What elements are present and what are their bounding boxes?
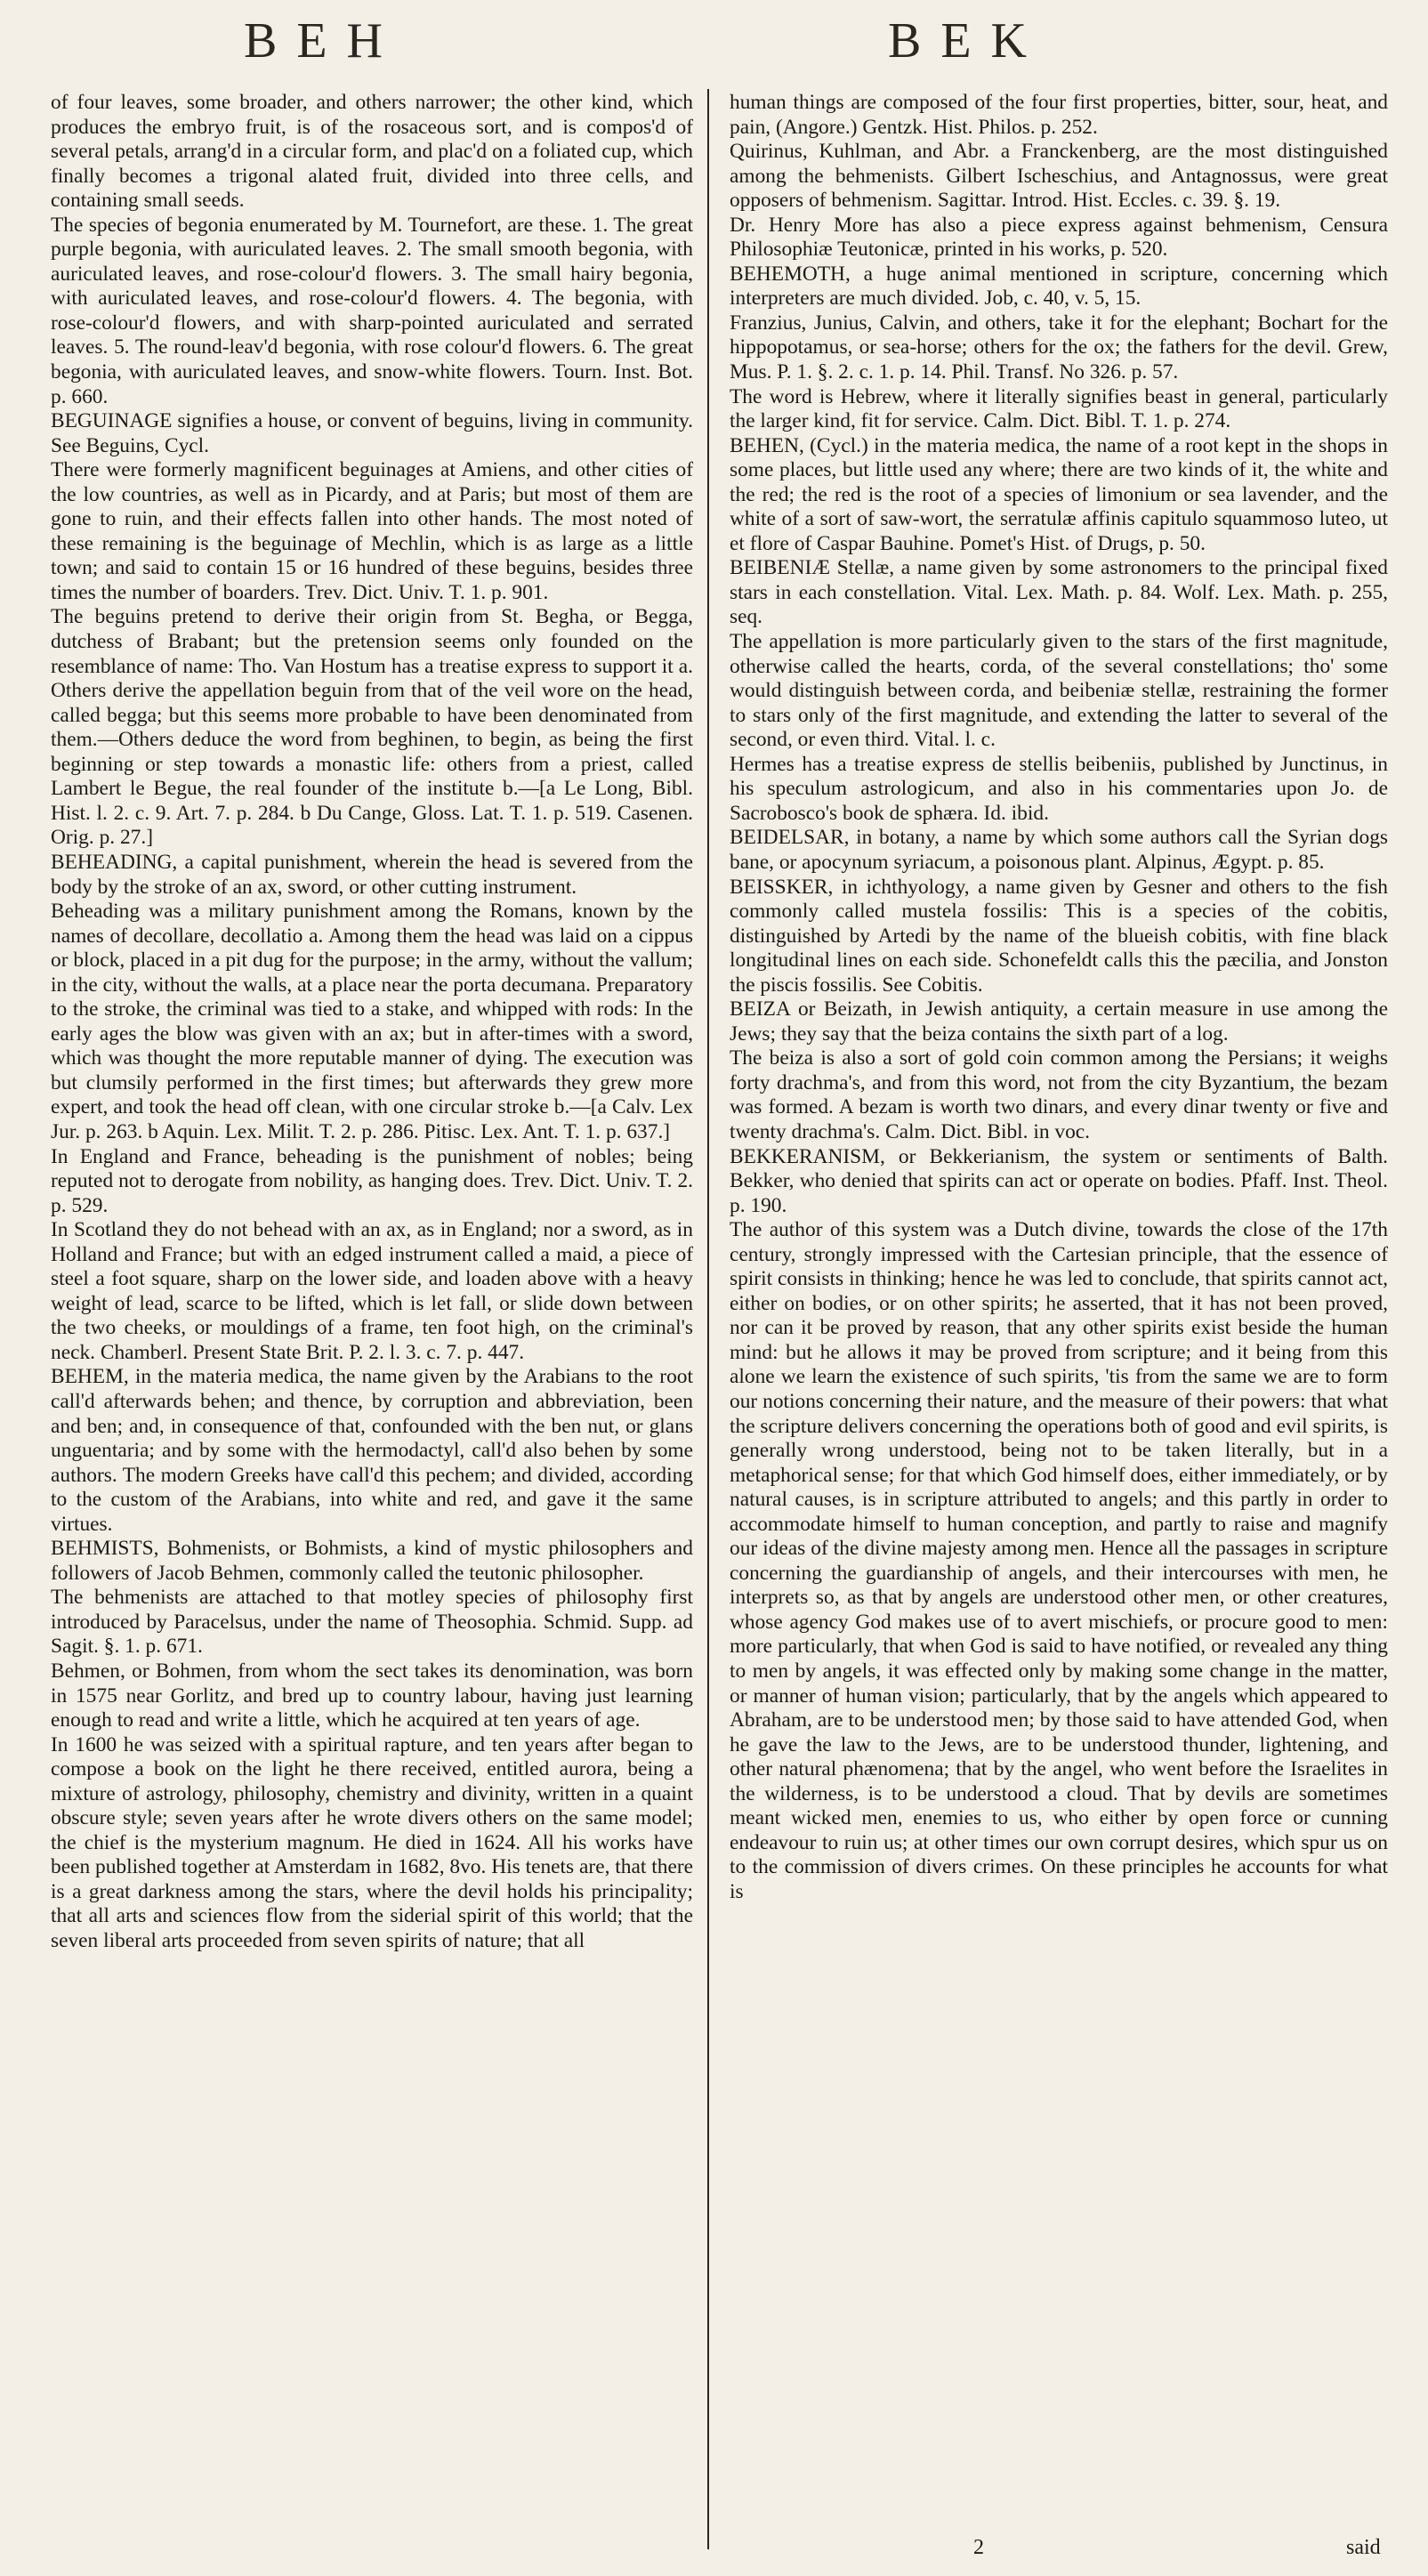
entry-behemoth: BEHEMOTH, a huge animal mentioned in scripture, concerning which interpreters are much divided. Job, c. 40, v. 5, 15. bbox=[730, 262, 1388, 311]
entry-beheading: BEHEADING, a capital punishment, wherein the head is severed from the body by the stroke of an ax, sword, or other cutting instrument. bbox=[51, 850, 693, 899]
paragraph: Franzius, Junius, Calvin, and others, take it for the elephant; Bochart for the hippopotamus, or sea-horse; others for the ox; the fathers for the devil. Grew, Mus. P. 1. §. 2. c. 1. p. 14. Phil. Transf. No 326. p. 57. bbox=[730, 311, 1388, 384]
running-head-right: BEK bbox=[888, 13, 1046, 69]
entry-beguinage: BEGUINAGE signifies a house, or convent of beguins, living in community. See Beguins, Cycl. bbox=[51, 409, 693, 457]
catchword: said bbox=[1346, 2536, 1381, 2559]
paragraph: In Scotland they do not behead with an ax, as in England; nor a sword, as in Holland and France; but with an edged instrument called a maid, a piece of steel a foot square, sharp on the lower side, and loaden above with a heavy weight of lead, scarce to be lifted, which is let fall, or slide down between the two cheeks, or mouldings of a frame, ten foot high, on the criminal's neck. Chamberl. Present State Brit. P. 2. l. 3. c. 7. p. 447. bbox=[51, 1218, 693, 1364]
paragraph: Hermes has a treatise express de stellis beibeniis, published by Junctinus, in his speculum astrologicum, and also in his commentaries upon Jo. de Sacrobosco's book de sphæra. Id. ibid. bbox=[730, 752, 1388, 825]
paragraph: The beiza is also a sort of gold coin common among the Persians; it weighs forty drachma's, and from this word, not from the city Byzantium, the bezam was formed. A bezam is worth two dinars, and every dinar twenty or five and twenty drachma's. Calm. Dict. Bibl. in voc. bbox=[730, 1046, 1388, 1143]
right-column bbox=[730, 91, 1388, 1904]
running-head-left: BEH bbox=[244, 13, 402, 69]
paragraph: In England and France, beheading is the punishment of nobles; being reputed not to derogate from nobility, as hanging does. Trev. Dict. Univ. T. 2. p. 529. bbox=[51, 1144, 693, 1217]
paragraph: The behmenists are attached to that motley species of philosophy first introduced by Paracelsus, under the name of Theosophia. Schmid. Supp. ad Sagit. §. 1. p. 671. bbox=[51, 1586, 693, 1659]
paragraph: The appellation is more particularly given to the stars of the first magnitude, otherwise called the hearts, corda, of the several constellations; tho' some would distinguish between corda, and beibeniæ stellæ, restraining the former to stars only of the first magnitude, and extending the latter to several of the second, or even third. Vital. l. c. bbox=[730, 630, 1388, 752]
entry-bekkeranism: BEKKERANISM, or Bekkerianism, the system or sentiments of Balth. Bekker, who denied that spirits can act or operate on bodies. Pfaff. Inst. Theol. p. 190. bbox=[730, 1144, 1388, 1217]
entry-beibeniae: BEIBENIÆ Stellæ, a name given by some astronomers to the principal fixed stars in each constellation. Vital. Lex. Math. p. 84. Wolf. Lex. Math. p. 255, seq. bbox=[730, 556, 1388, 629]
paragraph: Behmen, or Bohmen, from whom the sect takes its denomination, was born in 1575 near Gorlitz, and bred up to country labour, having just learning enough to read and write a little, which he acquired at ten years of age. bbox=[51, 1659, 693, 1732]
entry-behem: BEHEM, in the materia medica, the name given by the Arabians to the root call'd afterwards behen; and thence, by corruption and abbreviation, been and ben; and, in consequence of that, confounded with the ben nut, or glans unguentaria; and by some with the hermodactyl, call'd also behen by some authors. The modern Greeks have call'd this pechem; and divided, according to the custom of the Arabians, into white and red, and gave it the same virtues. bbox=[51, 1365, 693, 1536]
paragraph: of four leaves, some broader, and others narrower; the other kind, which produces the embryo fruit, is of the rosaceous sort, and is compos'd of several petals, arrang'd in a circular form, and plac'd on a foliated cup, which finally becomes a trigonal alated fruit, divided into three cells, and containing small seeds. bbox=[51, 91, 693, 213]
entry-beiza: BEIZA or Beizath, in Jewish antiquity, a certain measure in use among the Jews; they say that the beiza contains the sixth part of a log. bbox=[730, 997, 1388, 1046]
signature-mark: 2 bbox=[973, 2536, 984, 2559]
paragraph: The author of this system was a Dutch divine, towards the close of the 17th century, strongly impressed with the Cartesian principle, that the essence of spirit consists in thinking; hence he was led to conclude, that spirits cannot act, either on bodies, or on other spirits; he asserted, that it has not been proved, nor can it be proved by reason, that any other spirits exist beside the human mind: but he allows it may be proved from scripture; and it being from this alone we learn the existence of such spirits, 'tis from the same we are to form our notions concerning their nature, and the measure of their powers: that what the scripture delivers concerning the operations both of good and evil spirits, is generally wrong understood, being not to be taken literally, but in a metaphorical sense; for that which God himself does, either immediately, or by natural causes, is in scripture attributed to angels; and this partly in order to accommodate himself to human conception, and partly to raise and magnify our ideas of the divine majesty among men. Hence all the passages in scripture concerning the guardianship of angels, and their intercourses with men, he interprets so, as that by angels are understood other men, or other creatures, whose agency God makes use of to avert mischiefs, or procure good to men: more particularly, that when God is said to have notified, or revealed any thing to men by angels, it was effected only by making some change in the matter, or manner of human vision; particularly, that by the angels which appeared to Abraham, are to be understood men; by those said to have attended God, when he gave the law to the Jews, are to be understood thunder, lightening, and other natural phænomena; that by the angel, who went before the Israelites in the wilderness, is to be understood a cloud. That by devils are sometimes meant wicked men, enemies to us, who either by open force or cunning endeavour to ruin us; at other times our own corrupt desires, which spur us on to the commission of divers crimes. On these principles he accounts for what is bbox=[730, 1218, 1388, 1903]
paragraph: The species of begonia enumerated by M. Tournefort, are these. 1. The great purple begonia, with auriculated leaves. 2. The small smooth begonia, with auriculated leaves, and rose-colour'd flowers. 3. The small hairy begonia, with auriculated leaves, and rose-colour'd flowers. 4. The begonia, with rose-colour'd flowers, and with sharp-pointed auriculated and serrated leaves. 5. The round-leav'd begonia, with rose colour'd flowers. 6. The great begonia, with auriculated leaves, and snow-white flowers. Tourn. Inst. Bot. p. 660. bbox=[51, 213, 693, 408]
left-column bbox=[51, 91, 693, 1954]
paragraph: Beheading was a military punishment among the Romans, known by the names of decollare, decollatio a. Among them the head was laid on a cippus or block, placed in a pit dug for the purpose; in the army, without the vallum; in the city, without the walls, at a place near the porta decumana. Preparatory to the stroke, the criminal was tied to a stake, and whipped with rods: In the early ages the blow was given with an ax; but in after-times with a sword, which was thought the more reputable manner of dying. The execution was but clumsily performed in the first times; but afterwards they grew more expert, and took the head off clean, with one circular stroke b.—[a Calv. Lex Jur. p. 263. b Aquin. Lex. Milit. T. 2. p. 286. Pitisc. Lex. Ant. T. 1. p. 637.] bbox=[51, 900, 693, 1143]
paragraph: human things are composed of the four first properties, bitter, sour, heat, and pain, (Angore.) Gentzk. Hist. Philos. p. 252. bbox=[730, 91, 1388, 139]
entry-beidelsar: BEIDELSAR, in botany, a name by which some authors call the Syrian dogs bane, or apocynum syriacum, a poisonous plant. Alpinus, Ægypt. p. 85. bbox=[730, 826, 1388, 874]
paragraph: In 1600 he was seized with a spiritual rapture, and ten years after began to compose a book on the light he there received, entitled aurora, being a mixture of astrology, philosophy, chemistry and divinity, written in a quaint obscure style; seven years after he wrote divers others on the same model; the chief is the mysterium magnum. He died in 1624. All his works have been published together at Amsterdam in 1682, 8vo. His tenets are, that there is a great darkness among the stars, where the devil holds his principality; that all arts and sciences flow from the siderial spirit of this world; that the seven liberal arts proceeded from seven spirits of nature; that all bbox=[51, 1732, 693, 1953]
paragraph: Quirinus, Kuhlman, and Abr. a Franckenberg, are the most distinguished among the behmenists. Gilbert Ischeschius, and Antagnossus, were great opposers of behmenism. Sagittar. Introd. Hist. Eccles. c. 39. §. 19. bbox=[730, 140, 1388, 213]
entry-behen: BEHEN, (Cycl.) in the materia medica, the name of a root kept in the shops in some places, but little used any where; there are two kinds of it, the white and the red; the red is the root of a species of limonium or sea lavender, and the white of a sort of saw-wort, the serratulæ affinis capitulo squammoso luteo, ut et flore of Caspar Bauhine. Pomet's Hist. of Drugs, p. 50. bbox=[730, 433, 1388, 555]
paragraph: Dr. Henry More has also a piece express against behmenism, Censura Philosophiæ Teutonicæ, printed in his works, p. 520. bbox=[730, 213, 1388, 262]
column-rule bbox=[707, 89, 709, 2549]
paragraph: The word is Hebrew, where it literally signifies beast in general, particularly the larger kind, fit for service. Calm. Dict. Bibl. T. 1. p. 274. bbox=[730, 384, 1388, 433]
entry-beissker: BEISSKER, in ichthyology, a name given by Gesner and others to the fish commonly called mustela fossilis: This is a species of the cobitis, distinguished by Artedi by the name of the blueish cobitis, with fine black longitudinal lines on each side. Schonefeldt calls this the pæcilia, and Jonston the piscis fossilis. See Cobitis. bbox=[730, 875, 1388, 997]
entry-behmists: BEHMISTS, Bohmenists, or Bohmists, a kind of mystic philosophers and followers of Jacob Behmen, commonly called the teutonic philosopher. bbox=[51, 1537, 693, 1585]
paragraph: There were formerly magnificent beguinages at Amiens, and other cities of the low countries, as well as in Picardy, and at Paris; but most of them are gone to ruin, and their effects fallen into other hands. The most noted of these remaining is the beguinage of Mechlin, which is as large as a little town; and said to contain 15 or 16 hundred of these beguins, besides three times the number of boarders. Trev. Dict. Univ. T. 1. p. 901. bbox=[51, 458, 693, 604]
paragraph: The beguins pretend to derive their origin from St. Begha, or Begga, dutchess of Brabant; but the pretension seems only founded on the resemblance of name: Tho. Van Hostum has a treatise express to support it a. Others derive the appellation beguin from that of the veil wore on the head, called begga; but this seems more probable to have been denominated from them.—Others deduce the word from beghinen, to begin, as being the first beginning or step towards a monastic life: others from a priest, called Lambert le Begue, the real founder of the institute b.—[a Le Long, Bibl. Hist. l. 2. c. 9. Art. 7. p. 284. b Du Cange, Gloss. Lat. T. 1. p. 519. Casenen. Orig. p. 27.] bbox=[51, 605, 693, 850]
